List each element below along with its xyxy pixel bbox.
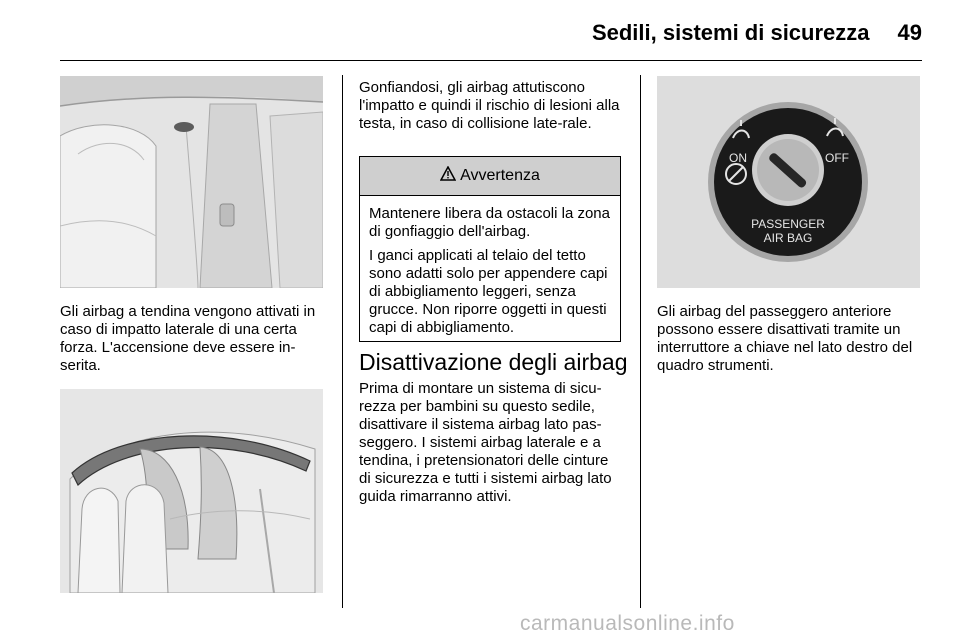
- warning-paragraph: I ganci applicati al telaio del tetto sono adatti solo per appendere capi di abbigliamento leggeri, senza grucce. Non riporre oggetti in questi capi di abbigliamento.: [369, 247, 608, 336]
- intro-paragraph: Gonfiandosi, gli airbag attutiscono l'impatto e quindi il rischio di lesioni alla testa, in caso di collisione late-rale.: [359, 79, 620, 132]
- header-rule: [60, 60, 922, 61]
- section-title: Sedili, sistemi di sicurezza: [591, 20, 870, 45]
- page-header: [60, 18, 922, 48]
- key-switch-illustration: [657, 76, 920, 288]
- warning-box: [359, 156, 621, 342]
- switch-on-label: ON: [729, 151, 747, 165]
- car-interior-illustration: [60, 389, 323, 593]
- warning-paragraph: Mantenere libera da ostacoli la zona di gonfiaggio dell'airbag.: [369, 205, 610, 240]
- switch-label-line1: PASSENGER: [751, 217, 825, 231]
- warning-title: Avvertenza: [460, 167, 540, 184]
- switch-off-label: OFF: [825, 151, 849, 165]
- section-heading: Disattivazione degli airbag: [359, 349, 628, 375]
- airbag-switch-figure: [657, 76, 920, 288]
- curtain-airbag-figure: [60, 76, 323, 288]
- page-number: 49: [897, 20, 922, 45]
- watermark: carmanualsonline.info: [520, 612, 735, 635]
- body-paragraph: Prima di montare un sistema di sicu-rezza per bambini su questo sedile, disattivare il sistema airbag lato pas-seggero. I sistemi airbag laterale e a tendina, i pretensionatori delle cinture di sicurezza e tutti i sistemi airbag lato guida rimarranno attivi.: [359, 380, 612, 505]
- middle-body: [359, 380, 624, 506]
- right-caption: [657, 303, 922, 375]
- left-caption: [60, 303, 322, 375]
- column-divider-left: [342, 75, 343, 608]
- curtain-airbag-caption: Gli airbag a tendina vengono attivati in caso di impatto laterale di una certa forza. L'accensione deve essere in-serita.: [60, 303, 316, 374]
- warning-header: [360, 157, 620, 196]
- middle-intro: [359, 79, 621, 133]
- warning-triangle-icon: [440, 166, 456, 186]
- deployed-airbag-figure: [60, 389, 323, 593]
- column-divider-right: [640, 75, 641, 608]
- switch-label-line2: AIR BAG: [763, 231, 813, 245]
- pillar-interior-illustration: [60, 76, 323, 288]
- switch-caption: Gli airbag del passeggero anteriore possono essere disattivati tramite un interruttore a chiave nel lato destro del quadro strumenti.: [657, 303, 913, 374]
- warning-body: [360, 196, 620, 337]
